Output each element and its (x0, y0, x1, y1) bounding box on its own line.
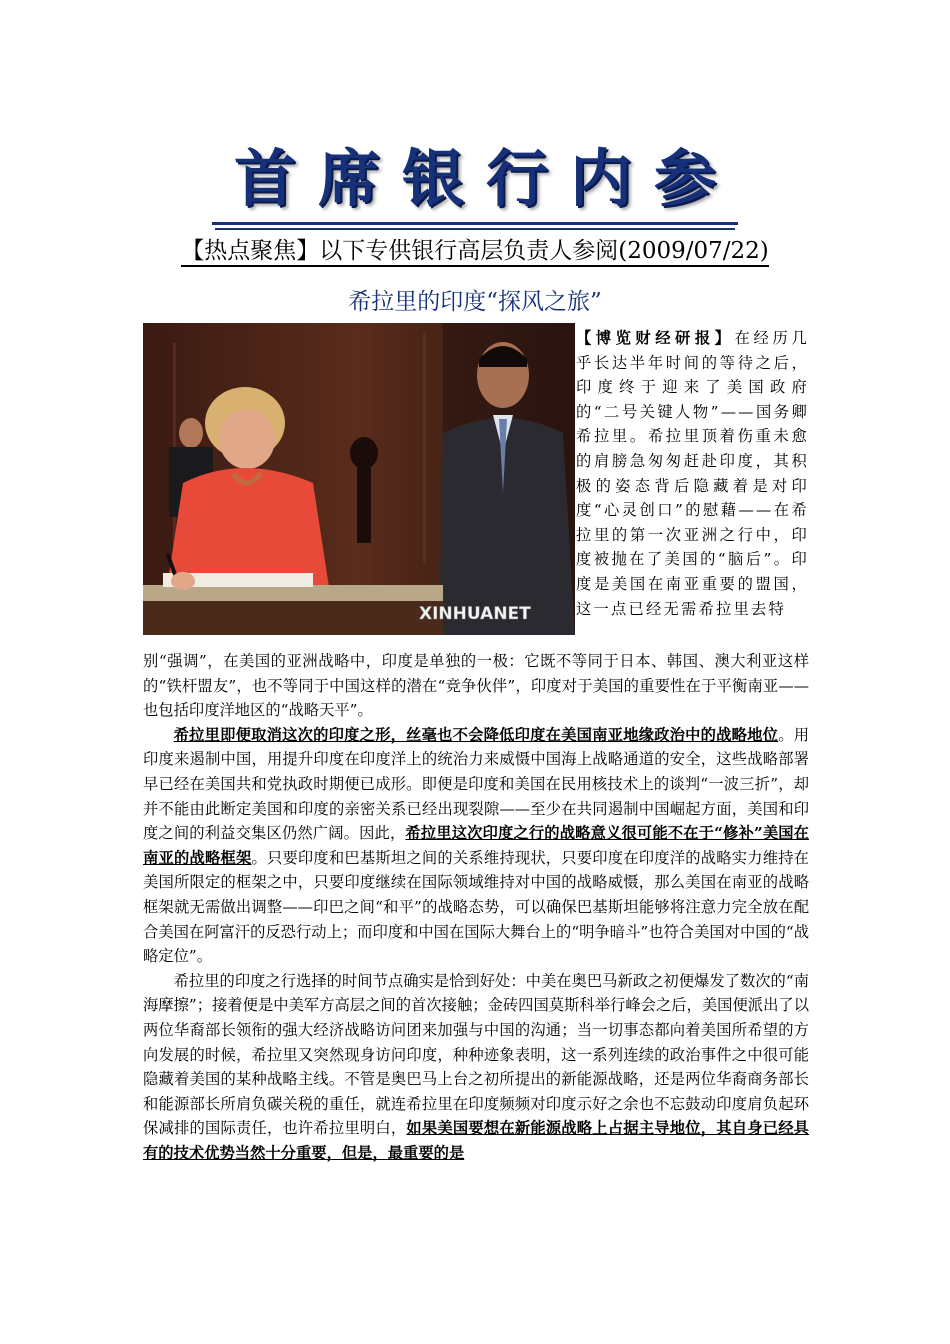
paragraph-2-text-2: 。只要印度和巴基斯坦之间的关系维持现状，只要印度在印度洋的战略实力维持在美国所限定的框架之中，只要印度继续在国际领域维持对中国的战略威慑，那么美国在南亚的战略框架就无需做出调整——印巴之间“和平”的战略态势，可以确保巴基斯坦能够将注意力完全放在配合美国在阿富汗的反恐行动上；而印度和中国在国际大舞台上的“明争暗斗”也符合美国对中国的“战略定位”。 (143, 848, 809, 966)
photo-watermark: XINHUANET (419, 604, 531, 624)
subhead-text: 【热点聚焦】以下专供银行高层负责人参阅(2009/07/22) (181, 238, 769, 267)
news-photo-illustration (143, 323, 575, 635)
paragraph-1-text: 别“强调”，在美国的亚洲战略中，印度是单独的一极：它既不等同于日本、韩国、澳大利亚这样的“铁杆盟友”，也不等同于中国这样的潜在“竞争伙伴”，印度对于美国的重要性在于平衡南亚——也包括印度洋地区的“战略天平”。 (143, 652, 809, 720)
lead-wrap-text: 在经历几乎长达半年时间的等待之后，印度终于迎来了美国政府的“二号关键人物”——国务卿希拉里。希拉里顶着伤重未愈的肩膀急匆匆赶赴印度，其积极的姿态背后隐藏着是对印度“心灵创口”的慰藉——在希拉里的第一次亚洲之行中，印度被抛在了美国的“脑后”。印度是美国在南亚重要的盟国，这一点已经无需希拉里去特 (576, 329, 809, 618)
news-photo (143, 323, 575, 635)
masthead-rule (215, 228, 735, 230)
article-title: 希拉里的印度“探风之旅” (348, 289, 602, 315)
paragraph-3 (143, 969, 809, 1166)
emphasis-3: 如果美国要想在新能源战略上占据主导地位，其自身已经具有的技术优势当然十分重要，但是，最重要的是 (143, 1119, 809, 1162)
masthead-title: 首席银行内参 (212, 138, 738, 225)
subhead (0, 236, 950, 266)
masthead (0, 138, 950, 230)
paragraph-1-continued (143, 649, 809, 723)
lead-paragraph (576, 326, 809, 621)
lead-tag: 【博览财经研报】 (576, 329, 735, 347)
paragraph-2 (143, 723, 809, 969)
article-body (143, 649, 809, 1165)
emphasis-1: 希拉里即便取消这次的印度之形，丝毫也不会降低印度在美国南亚地缘政治中的战略地位 (173, 725, 779, 744)
paragraph-2-text-1: 。用印度来遏制中国，用提升印度在印度洋上的统治力来威慑中国海上战略通道的安全，这些战略部署早已经在美国共和党执政时期便已成形。即便是印度和美国在民用核技术上的谈判“一波三折”，却并不能由此断定美国和印度的亲密关系已经出现裂隙——至少在共同遏制中国崛起方面，美国和印度之间的利益交集区仍然广阔。因此， (143, 725, 809, 843)
paragraph-3-text-1: 希拉里的印度之行选择的时间节点确实是恰到好处：中美在奥巴马新政之初便爆发了数次的“南海摩擦”；接着便是中美军方高层之间的首次接触；金砖四国莫斯科举行峰会之后，美国便派出了以两位华裔部长领衔的强大经济战略访问团来加强与中国的沟通；当一切事态都向着美国所希望的方向发展的时候，希拉里又突然现身访问印度，种种迹象表明，这一系列连续的政治事件之中很可能隐藏着美国的某种战略主线。不管是奥巴马上台之初所提出的新能源战略，还是两位华裔商务部长和能源部长所肩负碳关税的重任，就连希拉里在印度频频对印度示好之余也不忘鼓动印度肩负起环保减排的国际责任，也许希拉里明白， (143, 971, 809, 1138)
emphasis-2: 希拉里这次印度之行的战略意义很可能不在于“修补”美国在南亚的战略框架 (143, 824, 809, 867)
